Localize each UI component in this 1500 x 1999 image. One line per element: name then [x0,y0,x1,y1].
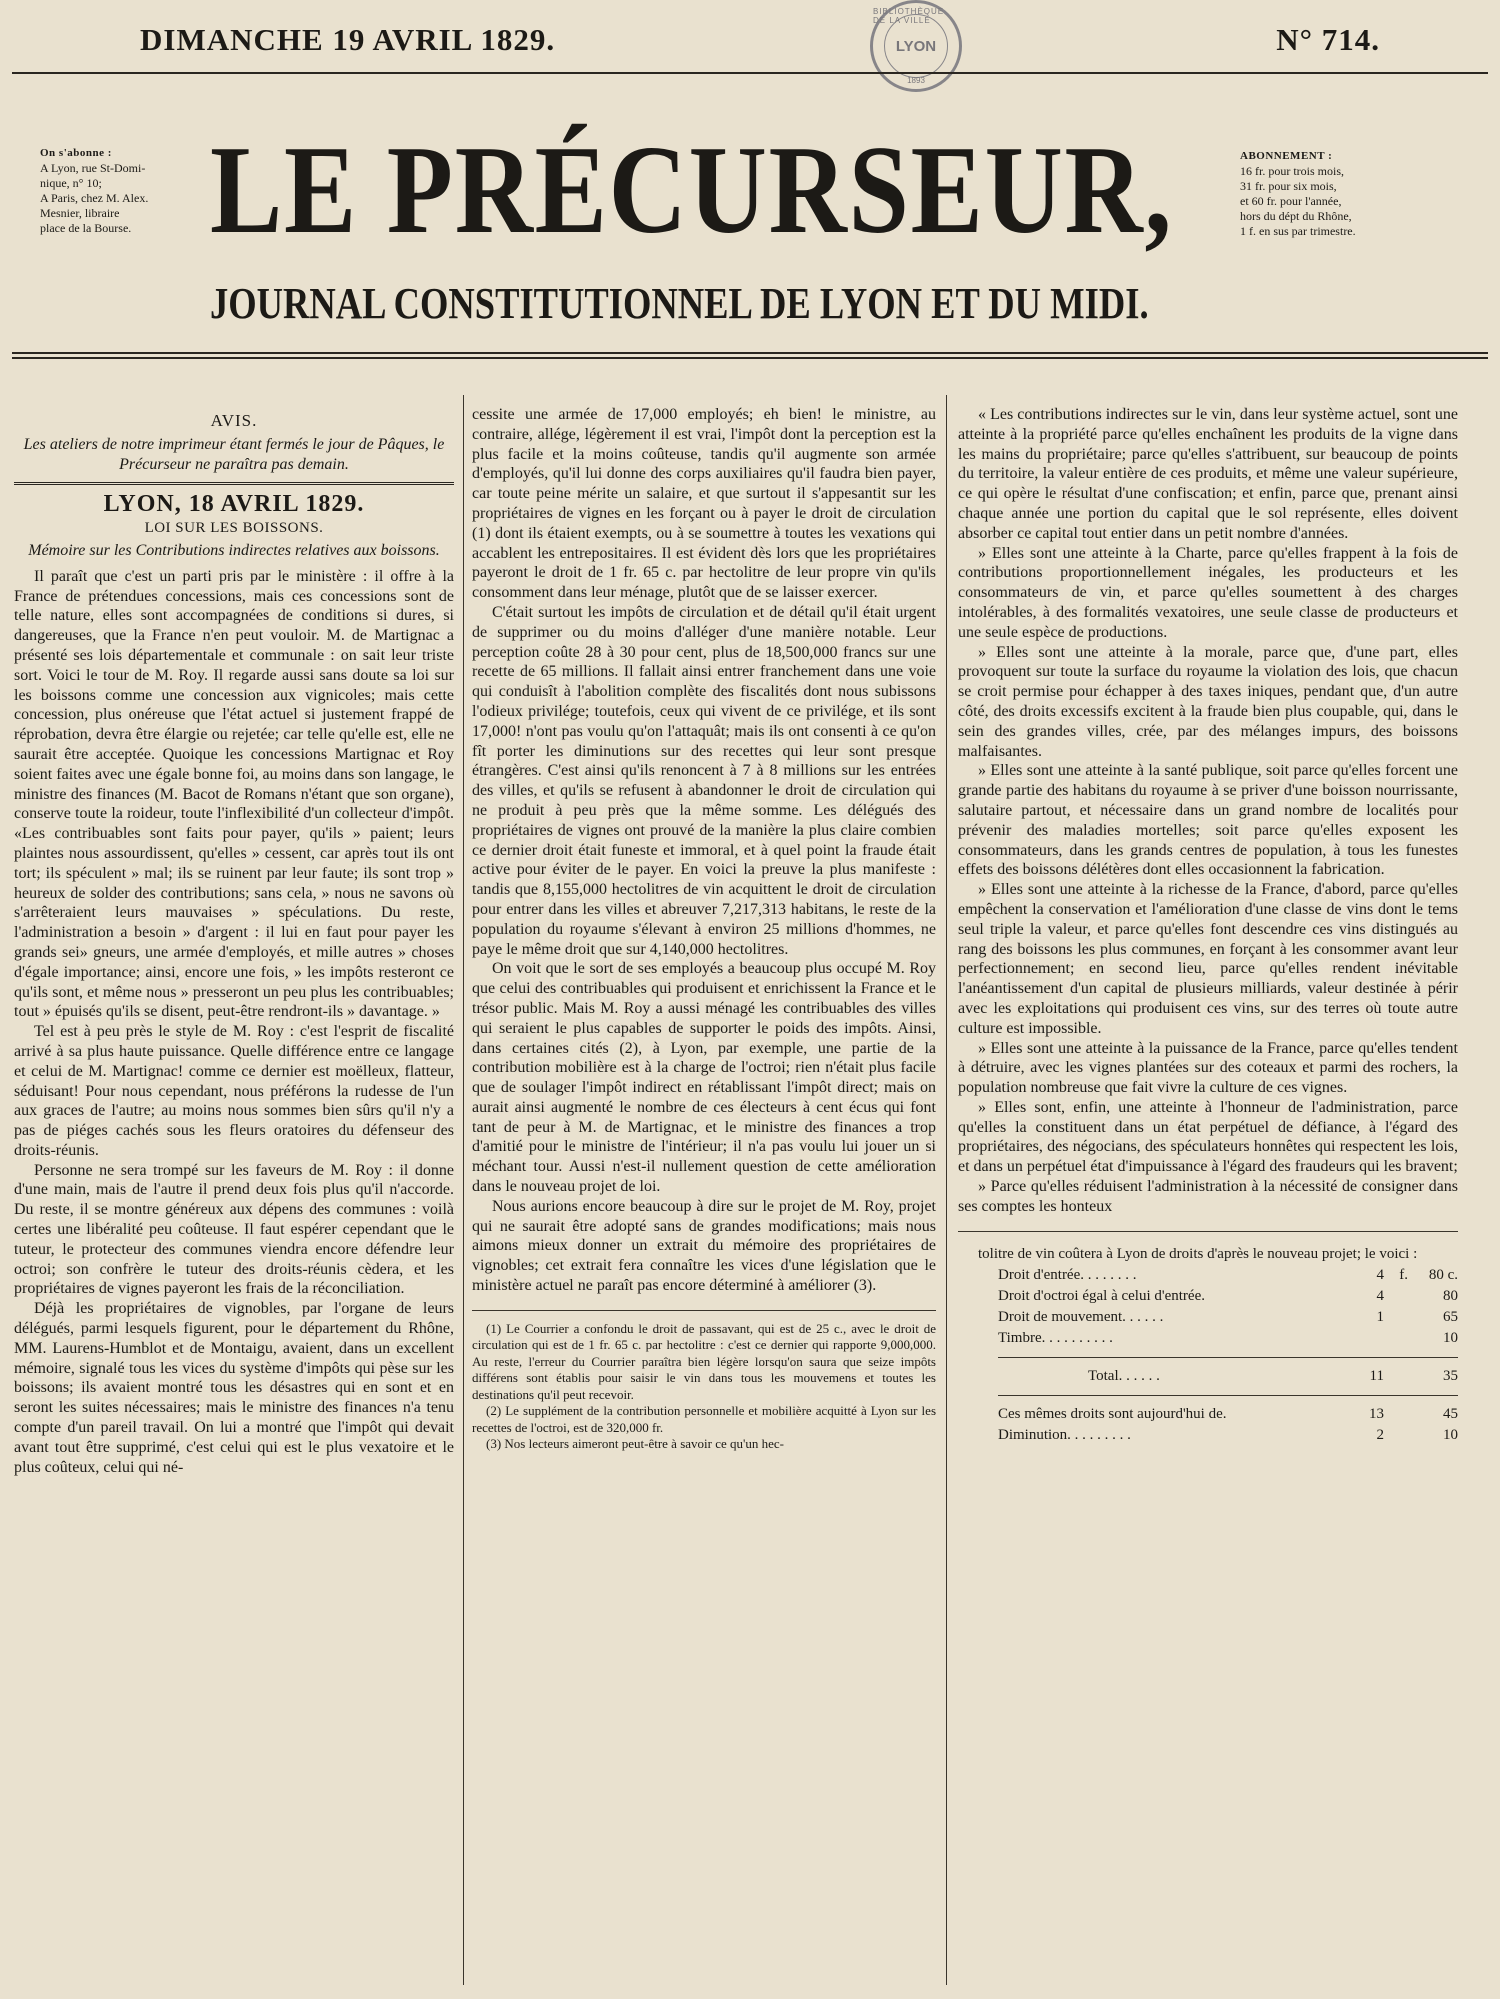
article-paragraph: » Elles sont une atteinte à la Charte, parce qu'elles frappent à la fois de contributions proportionnellement inégales, les producteurs et les consommateurs de vin, et parce qu'elles soumettent à des charges intolérables, à des formalités vexatoires, une seule classe de producteurs et une seule espèce de productions. [958,544,1458,641]
masthead-title: LE PRÉCURSEUR, [210,121,1174,260]
tariff-row [958,1265,1458,1286]
ear-right-line: 16 fr. pour trois mois, [1240,164,1344,178]
ear-left-line: A Lyon, rue St-Domi- [40,161,146,175]
tariff-label: Diminution. . . . . . . . . [998,1426,1131,1443]
tariff-francs: 1 [1376,1308,1384,1325]
ear-right-line: 31 fr. pour six mois, [1240,179,1337,193]
tariff-table [958,1231,1458,1446]
tariff-cents: 10 [1443,1426,1458,1443]
tariff-row [958,1307,1458,1328]
stamp-center-text: LYON [895,37,937,55]
footnotes [472,1310,936,1453]
masthead-rule-inner [12,357,1488,359]
tariff-label: Ces mêmes droits sont aujourd'hui de. [998,1405,1227,1422]
article-paragraph: Nous aurions encore beaucoup à dire sur le projet de M. Roy, projet qui ne saurait être adopté sans de grandes modifications; mais nous aimons mieux donner un extrait du mémoire des propriétaires de vignobles; cet extrait fera connaître les vices d'une législation que le ministère actuel ne paraît pas encore déterminé à améliorer (3). [472,1197,936,1295]
article-paragraph: » Elles sont une atteinte à la richesse de la France, d'abord, parce qu'elles empêchent la conservation et l'amélioration d'une classe de vins dont le tems seul triple la valeur, et parce qu'elles font descendre ces vins distingués au rang des boissons les plus communes, en forçant à les consommer avant leur perfectionnement; en second lieu, parce qu'elles rendent inévitable l'anéantissement d'un capital de plusieurs milliards, valeur destinée à périr avec les exploitations qui produisent ces vins, sur des terres où toute autre culture est impossible. [958,881,1458,1037]
notice-body: Les ateliers de notre imprimeur étant fermés le jour de Pâques, le Précurseur ne paraîtra pas demain. [23,435,445,473]
column-2 [472,405,936,1453]
masthead-subtitle: JOURNAL CONSTITUTIONNEL DE LYON ET DU MIDI. [210,279,1149,328]
article-paragraph: Personne ne sera trompé sur les faveurs de M. Roy : il donne d'une main, mais de l'autre il prend deux fois plus qu'il n'accorde. Du reste, il se montre généreux aux dépens des communes : voilà certes une libéralité peu coûteuse. Il faut espérer cependant que le tuteur, le protecteur des communes viendra encore défendre leur octroi; son confrère le tuteur des droits-réunis cèdera, et les propriétaires de vignes payeront les frais de la réconciliation. [14,1161,454,1298]
tariff-unit [1384,1425,1408,1446]
article-paragraph: Tel est à peu près le style de M. Roy : c'est l'esprit de fiscalité arrivé à sa plus haute puissance. Quelle différence entre ce langage et celui de M. Martignac! comme ce dernier est moëlleux, flatteur, séduisant! Pour nous cependant, nous préférons la rudesse de l'un aux graces de l'autre; au moins nous sommes bien sûrs qu'il n'y a pas de piéges cachés sous les fleurs oratoires du défenseur des droits-réunis. [14,1023,454,1159]
tariff-cents: 65 [1443,1308,1458,1325]
tariff-francs [1354,1328,1384,1349]
ear-left-line: Mesnier, libraire [40,206,120,220]
subscription-ear [40,146,180,236]
article-paragraph: Il paraît que c'est un parti pris par le ministère : il offre à la France de prétendues concessions, mais ces concessions sont de telle nature, elles sont accompagnées de conditions si dures, si dangereuses, que la France n'en peut vouloir. M. de Martignac a présenté ses lois départementale et communale : on sait leur triste sort. Voici le tour de M. Roy. Il regarde aussi sans doute sa loi sur les boissons comme une concession aux vignicoles; mais cette concession, plus onéreuse que l'état actuel si justement frappé de réprobation, devra être élargie ou rejetée; car telle qu'elle est, elle ne saurait être acceptée. Quoique les concessions Martignac et Roy soient faites avec une égale bonne foi, au moins dans son langage, le ministre des finances (M. Bacot de Romans n'étant que son organe), conserve toute la roideur, toute l'inflexibilité d'un collecteur d'impôt. «Les contribuables sont faits pour payer, qu'ils » paient; leurs plaintes nous assourdissent, qu'elles » cessent, car après tout ils ont tort; ils spéculent » mal; ils se ruinent par leur faute; ils sont trop » heureux de solder des contributions; sans cela, » nous ne savons où s'arrêteraient leurs mauvaises » spéculations. Du reste, l'administration a besoin » d'argent : il lui en faut pour payer les grands sei» gneurs, une armée d'employés, et mille autres » choses d'égale importance; ainsi, encore une fois, » les impôts resteront ce qu'ils sont, et même nous » presseront un peu plus les contribuables; tout » épuisés qu'ils se disent, peut-être rendront-ils » davantage. » [14,567,454,1021]
tariff-francs: 4 [1376,1266,1384,1283]
section-divider [14,482,454,485]
tariff-separator [998,1357,1458,1358]
tariff-francs: 13 [1369,1405,1384,1422]
article-paragraph: » Elles sont une atteinte à la santé publique, soit parce qu'elles forcent une grande partie des habitans du royaume à se priver d'une boisson nourrissante, salutaire partout, et nécessaire dans un grand nombre de localités pour prévenir des maladies mortelles; soit parce qu'elles exposent les consommateurs, dans les grands centres de population, à tous les funestes effets des boissons délétères dont elles occasionnent la fabrication. [958,762,1458,879]
article-paragraph: « Les contributions indirectes sur le vin, dans leur système actuel, sont une atteinte à la propriété parce qu'elles enchaînent les produits de la vigne dans les mains du propriétaire; parce qu'elles s'attribuent, sur beaucoup de points du territoire, la valeur entière de ces produits, et même une valeur supérieure, ce qui opère le résultat d'une confiscation; et enfin, parce que, prenant ainsi chaque année une portion du capital que le sol représente, elles doivent absorber ce capital tout entier dans un petit nombre d'années. [958,406,1458,542]
tariff-total-row [958,1366,1458,1387]
notice-title: AVIS. [210,411,258,430]
tariff-separator [998,1395,1458,1396]
tariff-total-francs: 11 [1369,1367,1384,1384]
tariff-unit: f. [1399,1266,1408,1283]
article-paragraph: On voit que le sort de ses employés a beaucoup plus occupé M. Roy que celui des contribuables qui produisent et enrichissent la France et le trésor public. Mais M. Roy a aussi ménagé les contribuables des villes qui seraient le plus capables de supporter le poids des impôts. Ainsi, dans certaines cités (2), à Lyon, par exemple, une partie de la contribution mobilière est à la charge de l'octroi; rien n'était plus facile que de soulager l'impôt indirect en rétablissant l'impôt direct; mais on aurait ainsi augmenté le nombre de ces électeurs à cent écus qui font tant de peur à M. de Martignac, et le ministre des finances a trop d'amitié pour le ministre de l'intérieur; il n'a pas voulu lui jouer un si méchant tour. Aussi n'est-il nullement question de cette amélioration dans le nouveau projet de loi. [472,960,936,1196]
section-title: LOI SUR LES BOISSONS. [144,520,324,537]
price-ear [1240,149,1450,239]
article-paragraph: » Elles sont, enfin, une atteinte à l'honneur de l'administration, parce qu'elles la constituent dans un état perpétuel de défiance, à l'égard des propriétaires, des négocians, des spéculateurs honnêtes qui respectent les lois, et dans un perpétuel état d'impuissance à l'égard des fraudeurs qui les bravent; [958,1098,1458,1176]
tariff-row [958,1404,1458,1425]
article-paragraph: cessite une armée de 17,000 employés; eh bien! le ministre, au contraire, allége, légèrement il est vrai, l'impôt dont la perception est la plus facile et la moins coûteuse, tandis qu'il augmente son armée d'employés, qu'il lui donne des corps auxiliaires qu'il faudra bien payer, car toute peine mérite un salaire, et que surtout il s'appesantit sur les propriétaires de vignes en les forçant ou à payer le droit de circulation (1) dont ils étaient exempts, ou à se soumettre à toutes les vexations qui accablent les entrepositaires. Il est évident dès lors que les propriétaires payeront le droit de 1 fr. 65 c. par hectolitre de leur propre vin qu'ils consomment dans leur ménage, plutôt que de se laisser exercer. [472,406,936,602]
date-line [140,22,1380,58]
ear-right-line: hors du dépt du Rhône, [1240,209,1352,223]
section-subtitle: Mémoire sur les Contributions indirectes relatives aux boissons. [28,541,440,559]
ear-left-line: A Paris, chez M. Alex. [40,191,149,205]
ear-right-heading: ABONNEMENT : [1240,150,1333,162]
article-paragraph: » Parce qu'elles réduisent l'administration à la nécessité de consigner dans ses comptes les honteux [958,1178,1458,1215]
library-stamp [870,0,962,92]
footnote: (2) Le supplément de la contribution personnelle et mobilière acquitté à Lyon sur les recettes de l'octroi, est de 320,000 fr. [472,1403,936,1435]
tariff-cents: 80 c. [1428,1266,1458,1283]
tariff-cents: 45 [1443,1405,1458,1422]
tariff-intro: tolitre de vin coûtera à Lyon de droits d'après le nouveau projet; le voici : [978,1245,1418,1262]
tariff-label: Droit de mouvement. . . . . . [998,1308,1164,1325]
footnote: (1) Le Courrier a confondu le droit de passavant, qui est de 25 c., avec le droit de circulation qui est de 1 fr. 65 c. par hectolitre : c'est ce dernier qui rapporte 9,000,000. Au reste, l'erreur du Courrier paraîtra bien légère lorsqu'on saura que seize impôts différens sont établis pour saisir le vin dans tous les mouvemens et toutes les destinations qu'il peut recevoir. [472,1320,936,1402]
dateline-heading: LYON, 18 AVRIL 1829. [103,491,365,518]
ear-left-line: nique, n° 10; [40,176,102,190]
ear-left-heading: On s'abonne : [40,147,112,159]
column-3 [958,405,1458,1446]
tariff-unit [1384,1286,1408,1307]
tariff-unit [1384,1366,1408,1387]
tariff-row [958,1328,1458,1349]
tariff-cents: 80 [1443,1287,1458,1304]
stamp-bottom-text: 1893 [907,76,925,85]
tariff-unit [1384,1404,1408,1425]
tariff-unit [1384,1307,1408,1328]
ear-right-line: et 60 fr. pour l'année, [1240,194,1342,208]
tariff-row [958,1286,1458,1307]
article-paragraph: C'était surtout les impôts de circulation et de détail qu'il était urgent de supprimer ou du moins d'alléger d'une manière notable. Leur perception coûte 28 à 30 pour cent, plus de 18,500,000 francs sur une recette de 65 millions. Il fallait ainsi entrer franchement dans une voie qui conduisît à l'abolition complète des fiscalités dont nous subissons l'odieux privilége; toutefois, ceux qui vivent de ce privilége, et ils sont 17,000! n'ont pas voulu qu'on l'attaquât; mais ils ont consenti à ce qu'on fît porter les diminutions sur des recettes qui leur sont presque étrangères. C'est ainsi qu'ils renoncent à 7 à 8 millions sur les entrées des villes, et qu'ils se refusent à abandonner le droit de circulation qui ne produit à peu près que la même somme. Les délégués des propriétaires de vignes ont prouvé de la manière la plus claire combien ce dernier droit était funeste et immoral, et à quel point la fraude était active pour éviter de le payer. En voici la preuve la plus manifeste : tandis que 8,155,000 hectolitres de vin acquittent le droit de circulation pour entrer dans les villes et abreuver 7,217,313 habitans, le reste de la population du royaume s'élevant à environ 25 millions d'hommes, ne paye le même droit que sur 4,140,000 hectolitres. [472,603,936,958]
column-divider [463,395,464,1985]
ear-right-line: 1 f. en sus par trimestre. [1240,224,1356,238]
issue-number: N° 714. [1276,22,1380,57]
column-1 [14,405,454,1477]
tariff-total-label: Total. . . . . . [1088,1367,1160,1384]
article-paragraph: » Elles sont une atteinte à la puissance de la France, parce qu'elles tendent à détruire, avec les vignes plantées sur des coteaux et parmi des rochers, la population nombreuse que fait vivre la culture de ces vignes. [958,1039,1458,1097]
tariff-label: Droit d'octroi égal à celui d'entrée. [998,1287,1205,1304]
stamp-top-text: BIBLIOTHÈQUE DE LA VILLE [873,7,945,25]
top-rule [12,72,1488,74]
tariff-label: Droit d'entrée. . . . . . . . [998,1266,1137,1283]
tariff-francs: 2 [1376,1426,1384,1443]
tariff-row [958,1425,1458,1446]
tariff-total-cents: 35 [1443,1367,1458,1384]
tariff-francs: 4 [1376,1287,1384,1304]
masthead-rule [12,352,1488,354]
ear-left-line: place de la Bourse. [40,221,132,235]
tariff-unit [1384,1328,1408,1349]
tariff-cents: 10 [1443,1329,1458,1346]
article-paragraph: Déjà les propriétaires de vignobles, par l'organe de leurs délégués, parmi lesquels figurent, pour le département du Rhône, MM. Laurens-Humblot et de Montaigu, avaient, dans un excellent mémoire, signalé tous les vices du système d'impôts qui pèse sur les boissons; ils avaient montré tous les désastres qui en sont et en seront les suites nécessaires; mais le ministre des finances n'a tenu compte d'un pareil travail. On lui a montré que l'impôt qui devait avant tout être supprimé, c'est celui qui est le plus vexatoire et le plus coûteux, celui qui né- [14,1300,454,1476]
issue-date: DIMANCHE 19 AVRIL 1829. [140,22,556,57]
tariff-label: Timbre. . . . . . . . . . [998,1329,1113,1346]
article-paragraph: » Elles sont une atteinte à la morale, parce que, d'une part, elles provoquent sur toute la surface du royaume la violation des lois, que chacun se croit permise pour échapper à des taxes iniques, pendant que, d'un autre côté, des droits excessifs excitent à la fraude bien plus coupable, qui, dans le sein des grandes villes, crée, par des mélanges impurs, des boissons malfaisantes. [958,643,1458,760]
footnote: (3) Nos lecteurs aimeront peut-être à savoir ce qu'un hec- [486,1436,784,1452]
column-divider [946,395,947,1985]
